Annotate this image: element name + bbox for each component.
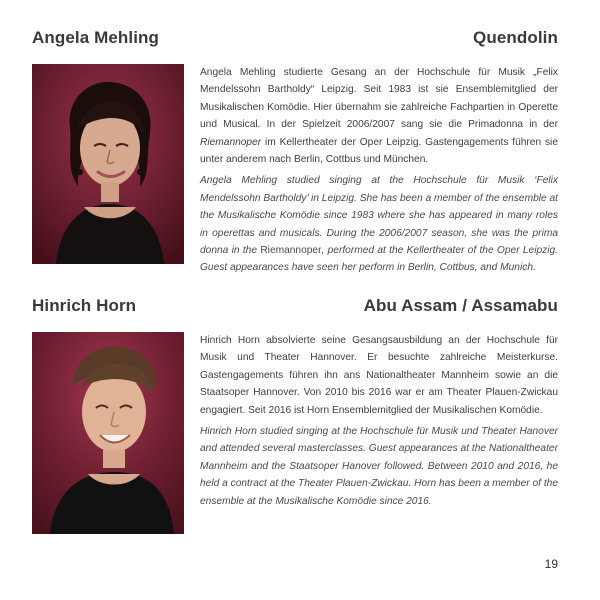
page-number: 19 — [544, 557, 558, 571]
artist-portrait-photo — [32, 332, 184, 534]
bio-text-german-part-2: im Kellertheater der Oper Leipzig. Gastengagements führen sie unter anderem nach Berlin, Cottbus und München. — [200, 136, 558, 166]
bio-text — [200, 64, 558, 277]
portrait-illustration — [32, 64, 184, 264]
role-name: Quendolin — [473, 28, 558, 47]
bio-text-english-part-2: , performed at the Kellertheater of the Oper Leipzig. Guest appearances have seen her perform in Berlin, Cottbus, and Munich. — [200, 245, 558, 274]
bio-header — [32, 296, 558, 324]
bio-text — [200, 332, 558, 510]
artist-bio-angela-mehling — [32, 28, 558, 274]
artist-name: Angela Mehling — [32, 28, 160, 47]
artist-name: Hinrich Horn — [32, 296, 137, 315]
bio-header — [32, 28, 558, 56]
bio-text-english-upright-title: Riemannoper — [260, 245, 322, 257]
artist-portrait-photo — [32, 64, 184, 264]
portrait-illustration — [32, 332, 184, 534]
bio-text-german-italic-title: Riemannoper — [200, 136, 262, 148]
bio-text-english: Hinrich Horn studied singing at the Hochschule für Musik und Theater Hanover and attended several masterclasses. Guest appearances at the Nationaltheater Mannheim and the Staatsoper Hanover followed. Between 2010 and 2016, he held a contract at the Theater Plauen-Zwickau. Horn has been a member of the ensemble at the Musikalische Komödie since 2016. — [200, 426, 558, 507]
role-name: Abu Assam / Assamabu — [363, 296, 558, 315]
bio-text-english-part-1: Angela Mehling studied singing at the Hochschule für Musik ‘Felix Mendelssohn Bartholdy’ in Leipzig. She has been a member of the ensemble at the Musikalische Komödie since 1983 where she has appeared in many roles in operettas and musicals. During the 2006/2007 season, she was the prima donna in the — [200, 175, 558, 257]
bio-text-german-part-1: Angela Mehling studierte Gesang an der Hochschule für Musik „Felix Mendelssohn Bartholdy“ Leipzig. Seit 1983 ist sie Ensemblemitglied der Musikalischen Komödie. Hier übernahm sie zahlreiche Fachpartien in Operette und Musical. In der Spielzeit 2006/2007 sang sie die Primadonna in der — [200, 67, 558, 131]
bio-text-german: Hinrich Horn absolvierte seine Gesangsausbildung an der Hochschule für Musik und Theater Hannover. Er besuchte zahlreiche Meisterkurse. Gastengagements führen ihn ans Nationaltheater Mannheim sowie an die Staatsoper Hannover. Von 2010 bis 2016 war er am Theater Plauen-Zwickau engagiert. Seit 2016 ist Horn Ensemblemitglied der Musikalischen Komödie. — [200, 335, 558, 416]
artist-bio-hinrich-horn — [32, 296, 558, 507]
bio-text-english — [200, 172, 558, 276]
bio-text-german — [200, 64, 558, 168]
